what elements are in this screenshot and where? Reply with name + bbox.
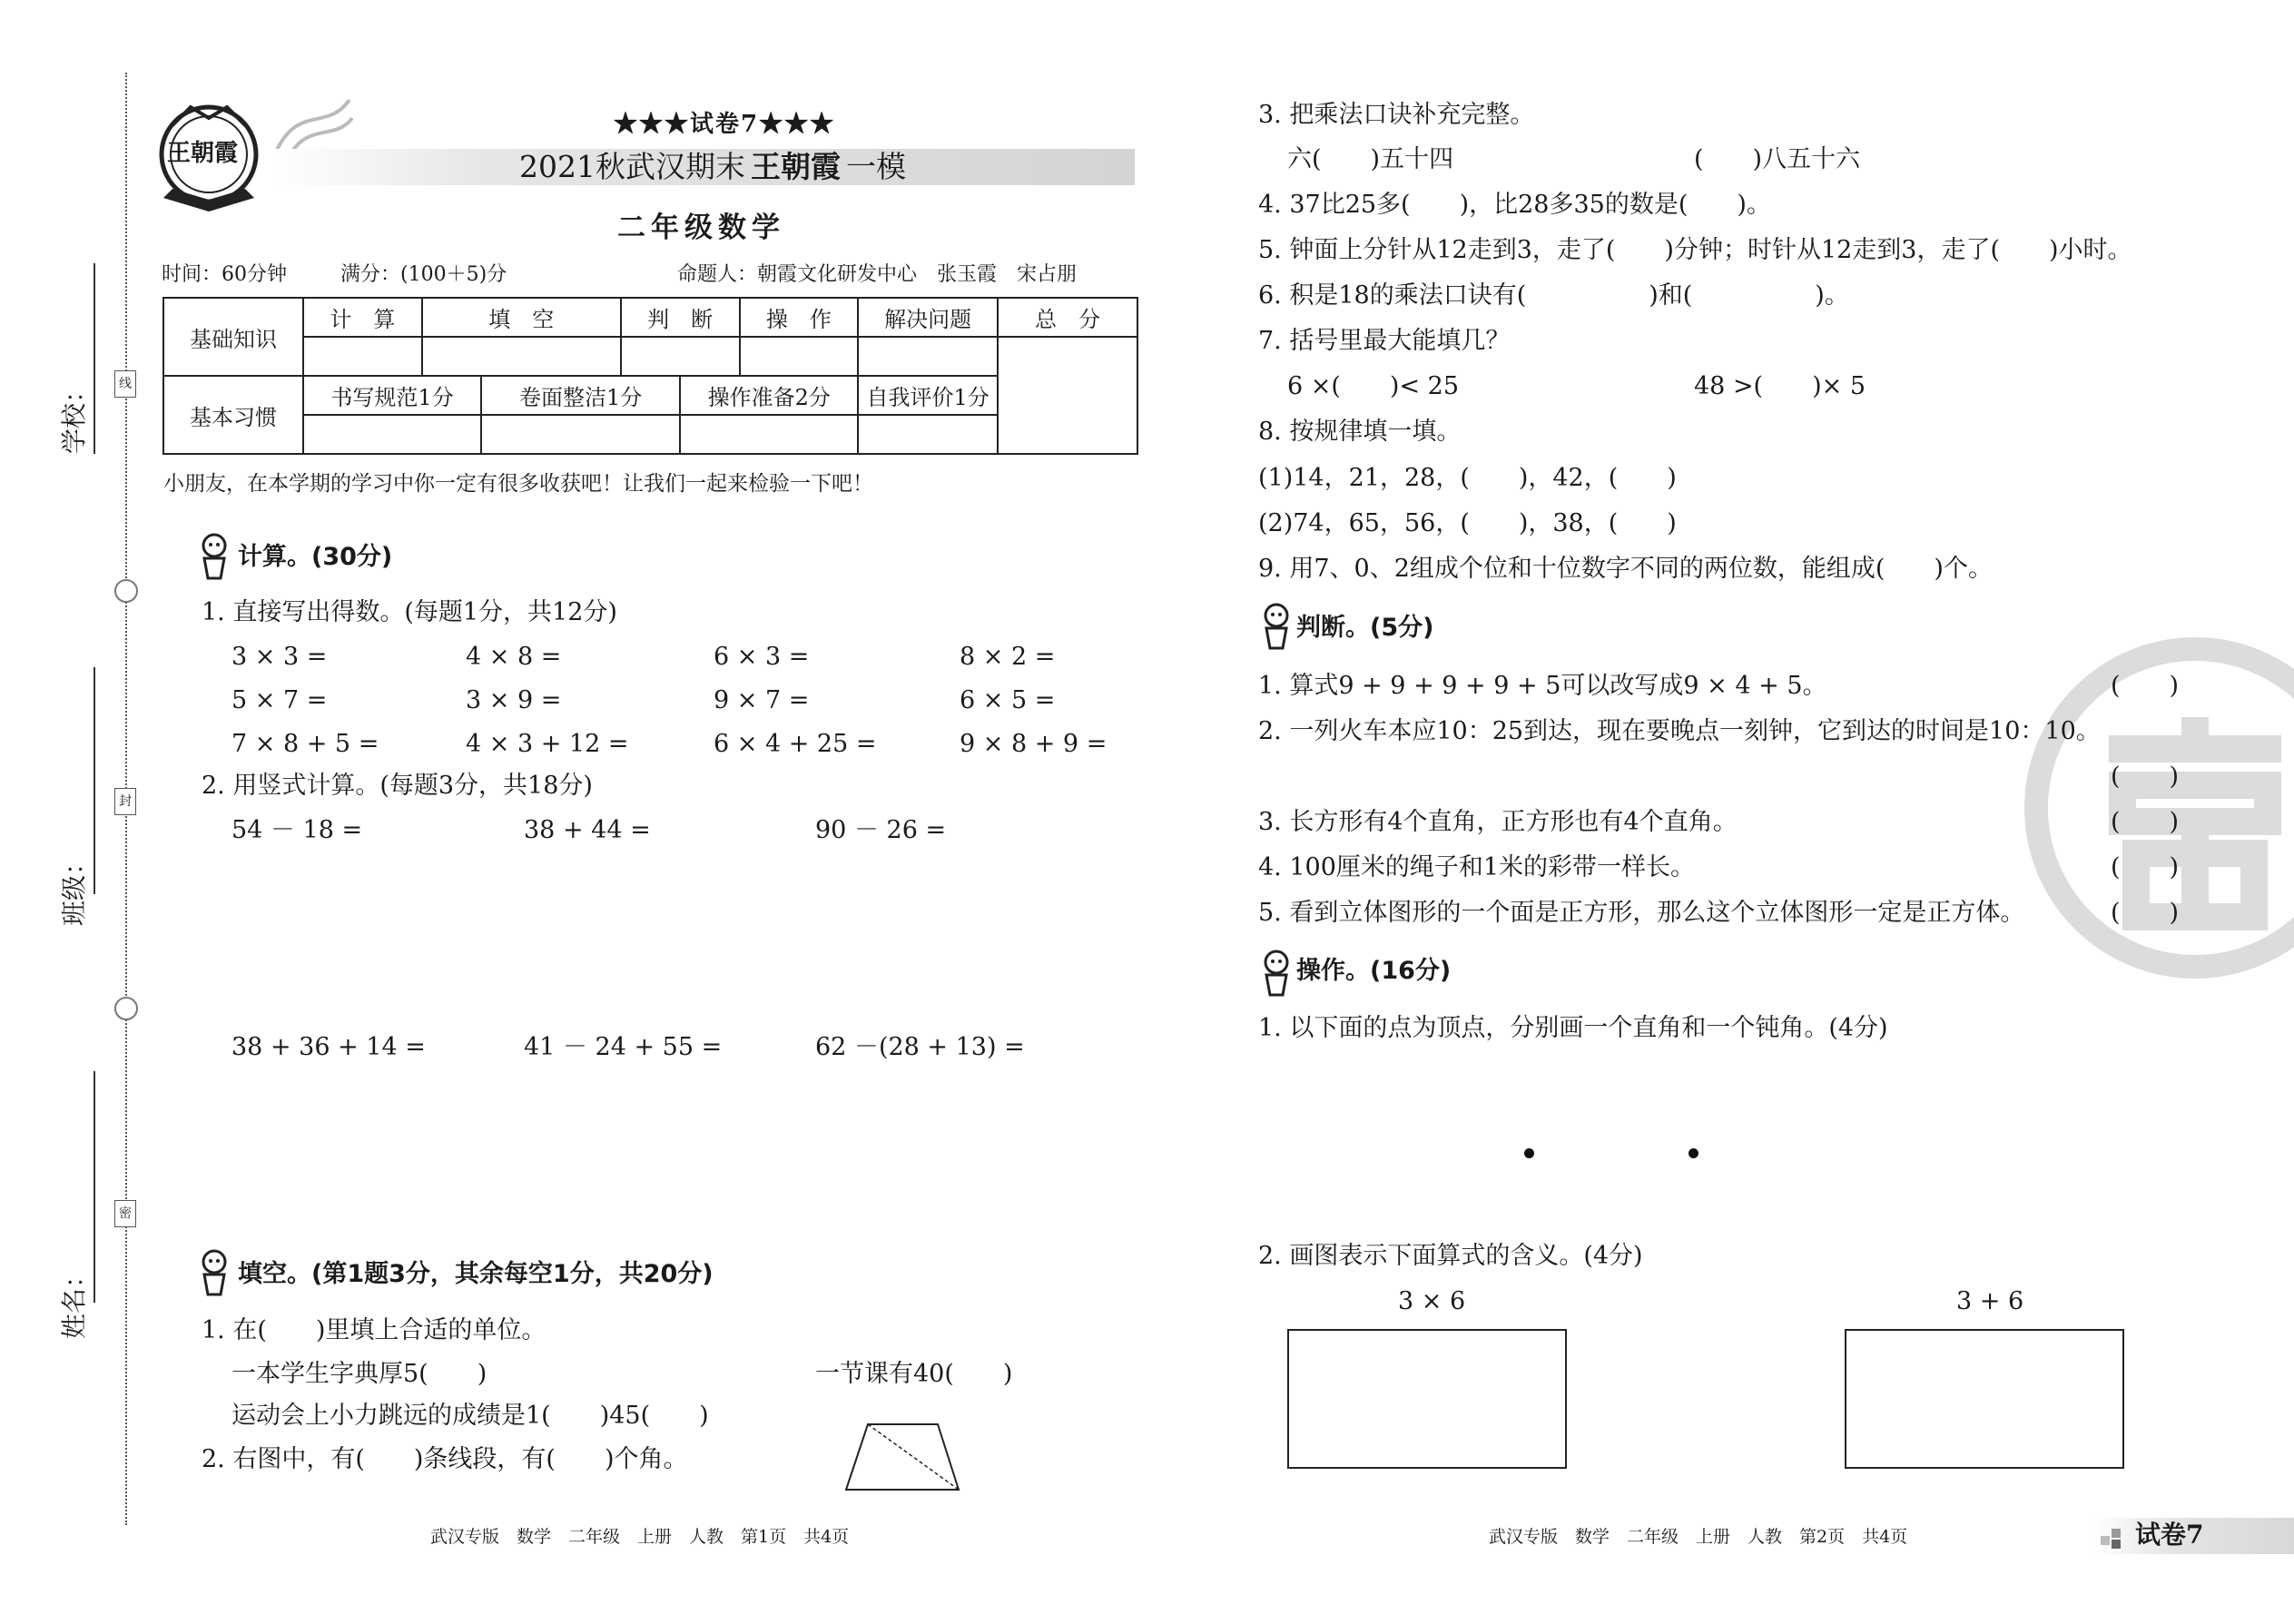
drawing-box-add[interactable] [1845, 1329, 2124, 1469]
mark-xian: 线 [114, 370, 136, 398]
vertical-calc-item: 38 + 44 = [524, 816, 651, 844]
judge-answer-paren[interactable]: ( ) [2111, 763, 2180, 791]
vertex-dot [1689, 1148, 1698, 1158]
mascot-icon [1257, 601, 1295, 652]
calc-item: 8 × 2 = [960, 643, 1056, 671]
vertical-calc-item: 41 － 24 + 55 = [524, 1033, 723, 1061]
fill-q7a: 6 ×( )< 25 [1287, 372, 1460, 400]
score-col-judge: 判 断 [621, 298, 740, 337]
section-fill-title: 填空。(第1题3分，其余每空1分，共20分) [238, 1260, 714, 1288]
exam-number: ★★★试卷7★★★ [614, 111, 836, 138]
mark-feng: 封 [114, 788, 136, 815]
judge-answer-paren[interactable]: ( ) [2111, 672, 2180, 700]
score-col-fill: 填 空 [422, 298, 621, 337]
logo-seal-icon [154, 98, 263, 216]
score-row-basic-label: 基础知识 [163, 298, 303, 376]
exam-time: 时间：60分钟 [162, 263, 287, 286]
score-col-calc: 计 算 [303, 298, 422, 337]
calc-item: 3 × 9 = [466, 686, 562, 714]
operate-q2: 2. 画图表示下面算式的含义。(4分) [1258, 1242, 1643, 1270]
habit-col-writing: 书写规范1分 [303, 376, 481, 415]
habit-cell[interactable] [481, 415, 680, 454]
score-row-habit-label: 基本习惯 [163, 376, 303, 454]
calc-item: 9 × 8 + 9 = [960, 730, 1108, 758]
logo-text: 王朝霞 [167, 140, 239, 167]
section-calc-title: 计算。(30分) [238, 543, 393, 571]
fill-q7b: 48 >( )× 5 [1694, 372, 1866, 400]
habit-col-prep: 操作准备2分 [680, 376, 858, 415]
habit-cell[interactable] [858, 415, 998, 454]
calc-item: 6 × 5 = [960, 686, 1056, 714]
mascot-icon [195, 1247, 233, 1298]
name-label: 姓名： [59, 1262, 89, 1339]
mark-mi: 密 [114, 1200, 136, 1227]
vertical-calc-item: 90 － 26 = [815, 816, 947, 844]
school-label: 学校： [59, 377, 89, 454]
calc-item: 6 × 4 + 25 = [714, 730, 877, 758]
trapezoid-figure [842, 1421, 962, 1493]
judge-answer-paren[interactable]: ( ) [2111, 899, 2180, 927]
school-blank [94, 263, 95, 454]
exam-authors: 命题人：朝霞文化研发中心 张玉霞 宋占朋 [677, 263, 1078, 286]
score-cell[interactable] [422, 337, 621, 376]
drawing-box-multiply[interactable] [1287, 1329, 1567, 1469]
calc-item: 3 × 3 = [231, 643, 328, 671]
calc-item: 5 × 7 = [231, 686, 328, 714]
judge-answer-paren[interactable]: ( ) [2111, 853, 2180, 881]
exam-title-post: 一模 [845, 149, 906, 184]
calc-q2: 2. 用竖式计算。(每题3分，共18分) [202, 772, 593, 800]
calc-item: 4 × 8 = [466, 643, 562, 671]
operate-q1: 1. 以下面的点为顶点，分别画一个直角和一个钝角。(4分) [1258, 1014, 1888, 1042]
fill-q1c: 运动会上小力跳远的成绩是1( )45( ) [231, 1402, 709, 1430]
fill-q8b: (2)74，65，56，( )，38，( ) [1258, 509, 1677, 537]
calc-item: 6 × 3 = [714, 643, 810, 671]
name-blank [94, 1071, 95, 1303]
judge-item: 4. 100厘米的绳子和1米的彩带一样长。 [1258, 853, 1696, 881]
expr-add: 3 + 6 [1956, 1287, 2024, 1315]
vertical-calc-item: 62 －(28 + 13) = [815, 1033, 1025, 1061]
class-label: 班级： [59, 849, 89, 926]
fill-q8: 8. 按规律填一填。 [1258, 418, 1462, 446]
habit-col-neat: 卷面整洁1分 [481, 376, 680, 415]
fill-q6: 6. 积是18的乘法口诀有( )和( )。 [1258, 281, 1849, 310]
score-total-cell[interactable] [998, 337, 1137, 454]
judge-item: 5. 看到立体图形的一个面是正方形，那么这个立体图形一定是正方体。 [1258, 899, 2025, 927]
judge-item: 3. 长方形有4个直角，正方形也有4个直角。 [1258, 808, 1738, 836]
habit-cell[interactable] [680, 415, 858, 454]
fill-q1: 1. 在( )里填上合适的单位。 [202, 1316, 546, 1344]
score-cell[interactable] [858, 337, 998, 376]
score-col-operate: 操 作 [740, 298, 859, 337]
vertex-dot [1524, 1148, 1534, 1158]
score-col-solve: 解决问题 [858, 298, 998, 337]
binding-hole-icon [114, 579, 138, 603]
subject-title: 二年级数学 [617, 212, 785, 244]
fill-q3b: ( )八五十六 [1694, 145, 1861, 173]
habit-cell[interactable] [303, 415, 481, 454]
calc-item: 7 × 8 + 5 = [231, 730, 379, 758]
fill-q1a: 一本学生字典厚5( ) [231, 1360, 487, 1388]
exam-title-pre: 2021秋武汉期末 [519, 149, 745, 184]
expr-multiply: 3 × 6 [1398, 1287, 1466, 1315]
score-cell[interactable] [621, 337, 740, 376]
fill-q8a: (1)14，21，28，( )，42，( ) [1258, 464, 1677, 492]
calc-item: 9 × 7 = [714, 686, 810, 714]
section-operate-title: 操作。(16分) [1296, 957, 1452, 985]
footer-tab [2093, 1518, 2294, 1554]
fill-q9: 9. 用7、0、2组成个位和十位数字不同的两位数，能组成( )个。 [1258, 555, 1993, 583]
fill-q4: 4. 37比25多( )，比28多35的数是( )。 [1258, 191, 1771, 219]
fill-q1b: 一节课有40( ) [815, 1360, 1013, 1388]
section-judge-title: 判断。(5分) [1296, 614, 1434, 642]
judge-item: 2. 一列火车本应10：25到达，现在要晚点一刻钟，它到达的时间是10：10。 [1258, 717, 2101, 745]
judge-item: 1. 算式9 + 9 + 9 + 9 + 5可以改写成9 × 4 + 5。 [1258, 672, 1827, 700]
exam-score: 满分：(100＋5)分 [340, 263, 507, 286]
fill-q3a: 六( )五十四 [1287, 145, 1454, 173]
habit-col-self: 自我评价1分 [858, 376, 998, 415]
score-cell[interactable] [740, 337, 859, 376]
exam-title [519, 149, 906, 184]
judge-answer-paren[interactable]: ( ) [2111, 808, 2180, 836]
fill-q3: 3. 把乘法口诀补充完整。 [1258, 101, 1535, 129]
class-blank [94, 667, 95, 894]
intro-text: 小朋友，在本学期的学习中你一定有很多收获吧！让我们一起来检验一下吧！ [163, 472, 873, 496]
calc-q1: 1. 直接写出得数。(每题1分，共12分) [202, 598, 617, 626]
score-col-total: 总 分 [998, 298, 1137, 337]
fill-q2: 2. 右图中，有( )条线段，有( )个角。 [202, 1445, 688, 1473]
score-table [162, 297, 1138, 455]
mascot-icon [1257, 948, 1295, 999]
footer-right: 武汉专版 数学 二年级 上册 人教 第2页 共4页 [1489, 1527, 1908, 1547]
vertical-calc-item: 38 + 36 + 14 = [231, 1033, 426, 1061]
calc-item: 4 × 3 + 12 = [466, 730, 629, 758]
fill-q5: 5. 钟面上分针从12走到3，走了( )分钟；时针从12走到3，走了( )小时。 [1258, 236, 2132, 264]
vertical-calc-item: 54 － 18 = [231, 816, 363, 844]
score-cell[interactable] [303, 337, 422, 376]
exam-title-brand: 王朝霞 [750, 149, 841, 184]
footer-left: 武汉专版 数学 二年级 上册 人教 第1页 共4页 [430, 1527, 850, 1547]
footer-tab-label: 试卷7 [2135, 1520, 2204, 1550]
fill-q7: 7. 括号里最大能填几？ [1258, 327, 1511, 355]
mascot-icon [195, 531, 233, 582]
binding-hole-icon [114, 997, 138, 1020]
